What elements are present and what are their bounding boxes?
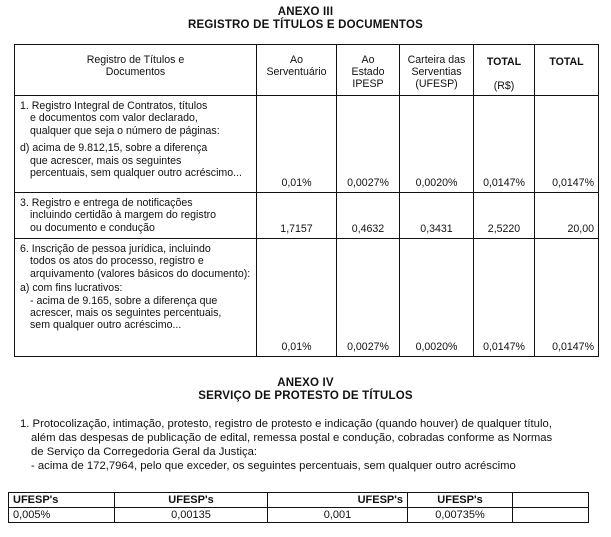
annex4-header-row [9, 493, 589, 508]
annex4-header-4: UFESP's [408, 493, 513, 508]
annex4-table [8, 492, 589, 523]
cell-estado: 0,0027% [337, 96, 400, 193]
table-row [15, 96, 599, 193]
cell-carteira: 0,0020% [400, 239, 474, 357]
annex3-title: ANEXO III [277, 6, 334, 18]
cell-total: 0,0147% [535, 96, 599, 193]
annex3-header-row [15, 45, 599, 96]
annex4-value-3: 0,001 [268, 508, 408, 523]
header-serventuario: Ao Serventuário [257, 45, 337, 96]
cell-serventuario: 0,01% [257, 96, 337, 193]
header-total-rs: TOTAL (R$) [474, 45, 535, 96]
header-registry: Registro de Títulos e Documentos [15, 45, 257, 96]
cell-total-rs: 0,0147% [474, 96, 535, 193]
annex3-heading [0, 6, 611, 32]
annex3-table [14, 44, 599, 357]
cell-total-rs: 2,5220 [474, 193, 535, 239]
annex4-value-1: 0,005% [9, 508, 115, 523]
header-estado: Ao Estado IPESP [337, 45, 400, 96]
row-description: 1. Registro Integral de Contratos, títulos e documentos com valor declarado, qualquer que seja o número de páginas: d) acima de 9.812,15, sobre a diferença que acrescer, mais os seguintes percentuais, sem qualquer outro acréscimo... [15, 96, 257, 193]
annex4-value-5 [513, 508, 589, 523]
cell-total: 20,00 [535, 193, 599, 239]
cell-serventuario: 0,01% [257, 239, 337, 357]
cell-serventuario: 1,7157 [257, 193, 337, 239]
annex4-value-row [9, 508, 589, 523]
annex4-header-5 [513, 493, 589, 508]
row-description: 3. Registro e entrega de notificações incluindo certidão à margem do registro ou documento e condução [15, 193, 257, 239]
header-carteira: Carteira das Serventias (UFESP) [400, 45, 474, 96]
cell-estado: 0,0027% [337, 239, 400, 357]
cell-total: 0,0147% [535, 239, 599, 357]
row-description: 6. Inscrição de pessoa jurídica, incluindo todos os atos do processo, registro e arquivamento (valores básicos do documento): a) com fins lucrativos: - acima de 9.165, sobre a diferença que acrescer, mais os seguintes percentuais, sem qualquer outro acréscimo... [15, 239, 257, 357]
annex3-subtitle: REGISTRO DE TÍTULOS E DOCUMENTOS [188, 19, 423, 31]
annex4-title: ANEXO IV [277, 377, 334, 389]
table-row [15, 239, 599, 357]
cell-carteira: 0,3431 [400, 193, 474, 239]
annex4-value-4: 0,00735% [408, 508, 513, 523]
annex4-value-2: 0,00135 [115, 508, 268, 523]
annex4-heading [0, 377, 611, 403]
table-row [15, 193, 599, 239]
annex4-paragraph: 1. Protocolização, intimação, protesto, registro de protesto e indicação (quando houver) de qualquer título, além das despesas de publicação de edital, remessa postal e condução, cobradas conforme as Normas de Serviço da Corregedoria Geral da Justiça: - acima de 172,7964, pelo que exceder, os seguintes percentuais, sem qualquer outro acréscimo [20, 418, 553, 472]
header-total: TOTAL [535, 45, 599, 96]
annex4-header-3: UFESP's [268, 493, 408, 508]
cell-carteira: 0,0020% [400, 96, 474, 193]
cell-estado: 0,4632 [337, 193, 400, 239]
annex4-header-2: UFESP's [115, 493, 268, 508]
cell-total-rs: 0,0147% [474, 239, 535, 357]
annex4-header-1: UFESP's [9, 493, 115, 508]
annex4-subtitle: SERVIÇO DE PROTESTO DE TÍTULOS [198, 390, 413, 402]
